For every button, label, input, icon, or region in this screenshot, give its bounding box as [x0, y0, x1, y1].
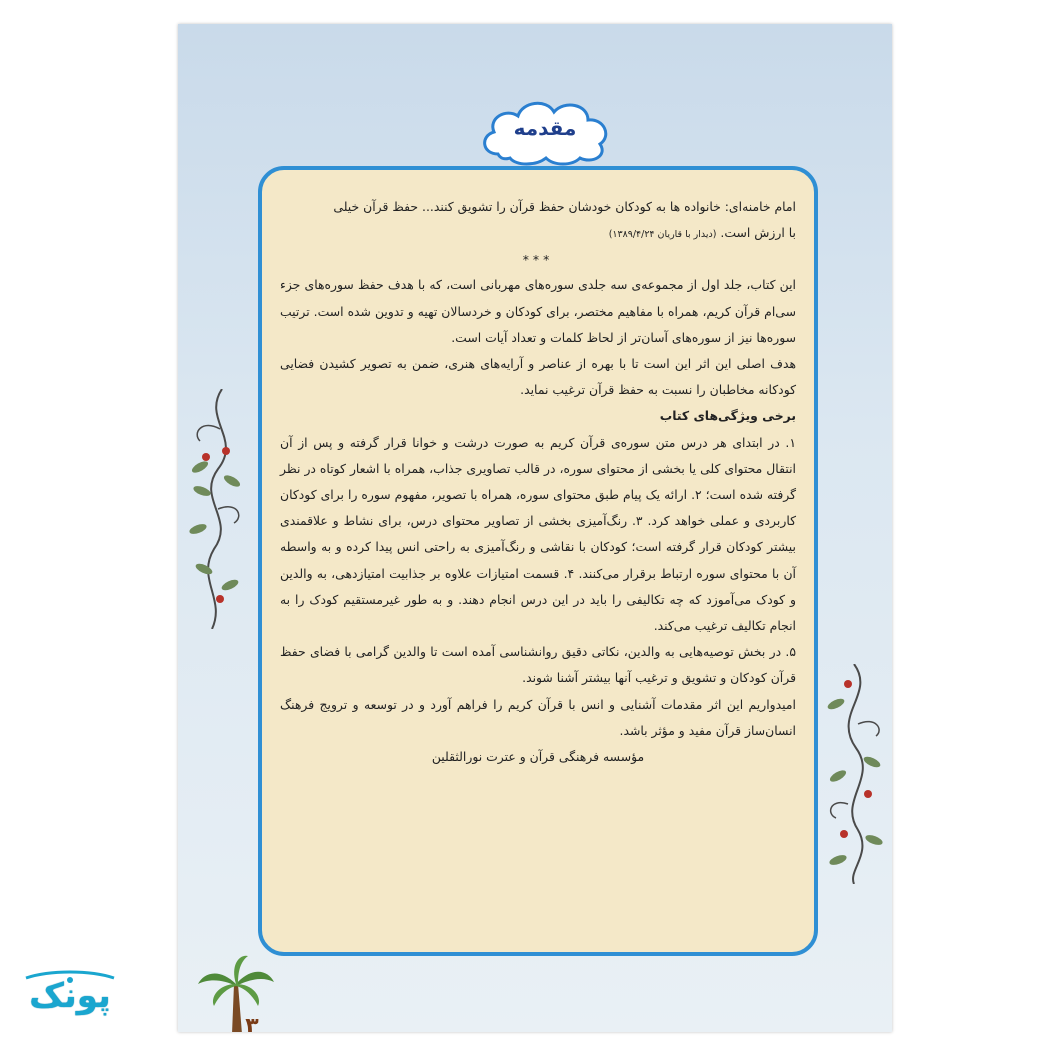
features-heading: برخی ویژگی‌های کتاب	[659, 408, 796, 424]
vine-decoration-right-icon	[818, 664, 890, 884]
page-number: ۳	[245, 1014, 259, 1032]
goal-paragraph: هدف اصلی این اثر این است تا با بهره از عناصر و آرایه‌های هنری، ضمن به تصویر کشیدن فضایی کودکانه مخاطبان را نسبت به حفظ قرآن ترغیب نماید.	[280, 356, 796, 398]
quote-citation: (دیدار با قاریان ۱۳۸۹/۴/۲۴)	[608, 229, 717, 241]
vine-decoration-left-icon	[182, 389, 252, 629]
brand-logo-text: پونک	[29, 976, 111, 1016]
quote-line-2: با ارزش است. (دیدار با قاریان ۱۳۸۹/۴/۲۴)	[608, 225, 796, 241]
closing-paragraph: امیدواریم این اثر مقدمات آشنایی و انس با قرآن کریم را فراهم آورد و در توسعه و ترویج فرهنگ انسان‌ساز قرآن مفید و مؤثر باشد.	[280, 696, 796, 738]
quote-line: امام خامنه‌ای: خانواده ها به کودکان خودشان حفظ قرآن را تشویق کنند... حفظ قرآن خیلی	[333, 199, 796, 214]
features-paragraph: ۱. در ابتدای هر درس متن سوره‌ی قرآن کریم به صورت درشت و خوانا قرار گرفته و پس از آن انتقال محتوای کلی یا بخشی از محتوای سوره، در قالب تصاویری جذاب، همراه با اشعار کوتاه در نظر گرفته شده است؛ ۲. ارائه یک پیام طبق محتوای سوره، همراه با تصویر، مفهوم سوره را برای کودکان کاربردی و عملی خواهد کرد. ۳. رنگ‌آمیزی بخشی از تصاویر محتوای درس، برای نشاط و علاقمندی بیشتر کودکان قرار گرفته است؛ کودکان با نقاشی و رنگ‌آمیزی به راحتی انس پیدا کرده و به واسطه آن با محتوای سوره ارتباط برقرار می‌کنند. ۴. قسمت امتیازات علاوه بر جذابیت امتیازدهی، به والدین و کودک می‌آموزد که چه تکالیفی را باید در این درس انجام دهند. و به طور غیرمستقیم کودک را به انجام تکالیف ترغیب می‌کند.	[280, 434, 796, 634]
intro-panel	[258, 166, 818, 956]
feature-five-paragraph: ۵. در بخش توصیه‌هایی به والدین، نکاتی دقیق روانشناسی آمده است تا والدین گرامی با فضای حفظ قرآن کودکان و تشویق و ترغیب آنها بیشتر آشنا شوند.	[280, 644, 796, 686]
intro-paragraph: این کتاب، جلد اول از مجموعه‌ی سه جلدی سوره‌های مهربانی است، که با هدف حفظ سوره‌های جزء سی‌ام قرآن کریم، همراه با مفاهیم مختصر، برای کودکان و خردسالان تهیه و تدوین شده است. ترتیب سوره‌ها نیز از سوره‌های آسان‌تر از لحاظ کلمات و تعداد آیات است.	[280, 277, 796, 345]
section-separator: ***	[522, 252, 554, 268]
book-page	[178, 24, 892, 1032]
page-title: مقدمه	[513, 116, 577, 140]
publisher-signature: مؤسسه فرهنگی قرآن و عترت نورالثقلین	[431, 749, 645, 765]
